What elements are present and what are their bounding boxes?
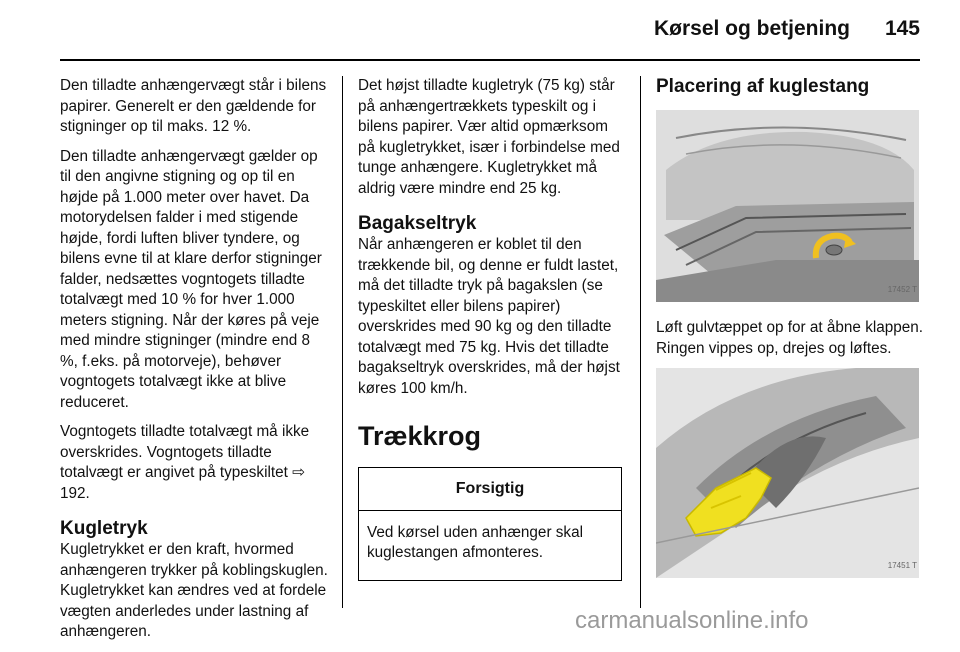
section-heading-placering: Placering af kuglestang [656, 76, 870, 97]
column-divider [342, 76, 343, 608]
tow-bar-storage-illustration [656, 368, 919, 578]
warning-box [358, 467, 622, 581]
paragraph: Den tilladte anhængervægt står i bilens papirer. Generelt er den gældende for stigninger op til maks. 12 %. [60, 77, 327, 135]
figure-code: 17451 T [887, 560, 917, 570]
paragraph [60, 422, 328, 504]
column-2 [358, 76, 626, 581]
warning-body: Ved kørsel uden anhænger skal kuglestangen afmonteres. [367, 523, 583, 561]
figure-caption: Løft gulvtæppet op for at åbne klappen. Ringen vippes op, drejes og løftes. [656, 319, 924, 357]
column-1 [60, 76, 328, 652]
header-rule [60, 59, 920, 61]
paragraph: Kugletrykket er den kraft, hvormed anhængeren trykker på koblingskuglen. Kugletrykket kan ændres ved at fordele vægten anderledes under lastning af anhængeren. [60, 541, 328, 640]
figure-trunk-floor [656, 110, 919, 302]
page-ref-link[interactable]: 192. [60, 484, 90, 502]
column-divider [640, 76, 641, 608]
figure-tow-bar-storage [656, 368, 919, 578]
page-ref-arrow-icon: ⇨ [292, 464, 305, 481]
page-header-title: Kørsel og betjening [653, 17, 850, 40]
warning-title: Forsigtig [359, 468, 621, 511]
paragraph: Den tilladte anhængervægt gælder op til den angivne stigning og op til en højde på 1.000 meter over havet. Da motorydelsen falder i med stigende højde, fordi luften bliver tyndere, og bilens evne til at klare derfor stigninger falder, nedsættes vogntogets tilladte totalvægt med 10 % for hver 1.000 meters stigning. Når der køres på veje med mindre stigninger (mindre end 8 %, f.eks. på motorveje), behøver vogntogets totalvægt ikke at blive reduceret. [60, 147, 322, 411]
figure-code: 17452 T [887, 284, 917, 294]
column-3 [656, 76, 924, 594]
paragraph: Det højst tilladte kugletryk (75 kg) står på anhængertrækkets typeskilt og i bilens papirer. Vær altid opmærksom på kugletrykket, især i forbindelse med tunge anhængere. Kugletrykket må aldrig være mindre end 25 kg. [358, 77, 620, 197]
section-heading-bagakseltryk: Bagakseltryk [358, 213, 477, 234]
paragraph: Når anhængeren er koblet til den trækkende bil, og denne er fuldt lastet, må det tilladte tryk på bagakslen (se typeskiltet eller bilens papirer) overskrides med 90 kg og den tilladte totalvægt med 75 kg. Hvis det tilladte bagakseltryk overskrides, må der højst køres 100 km/h. [358, 236, 620, 397]
section-heading-kugletryk: Kugletryk [60, 518, 148, 539]
section-title-traekkrog: Trækkrog [358, 421, 482, 451]
watermark: carmanualsonline.info [575, 607, 809, 634]
page-number: 145 [884, 17, 920, 40]
trunk-floor-illustration [656, 110, 919, 302]
paragraph-text: Vogntogets tilladte totalvægt må ikke overskrides. Vogntogets tilladte totalvægt er angivet på typeskiltet [60, 423, 310, 481]
